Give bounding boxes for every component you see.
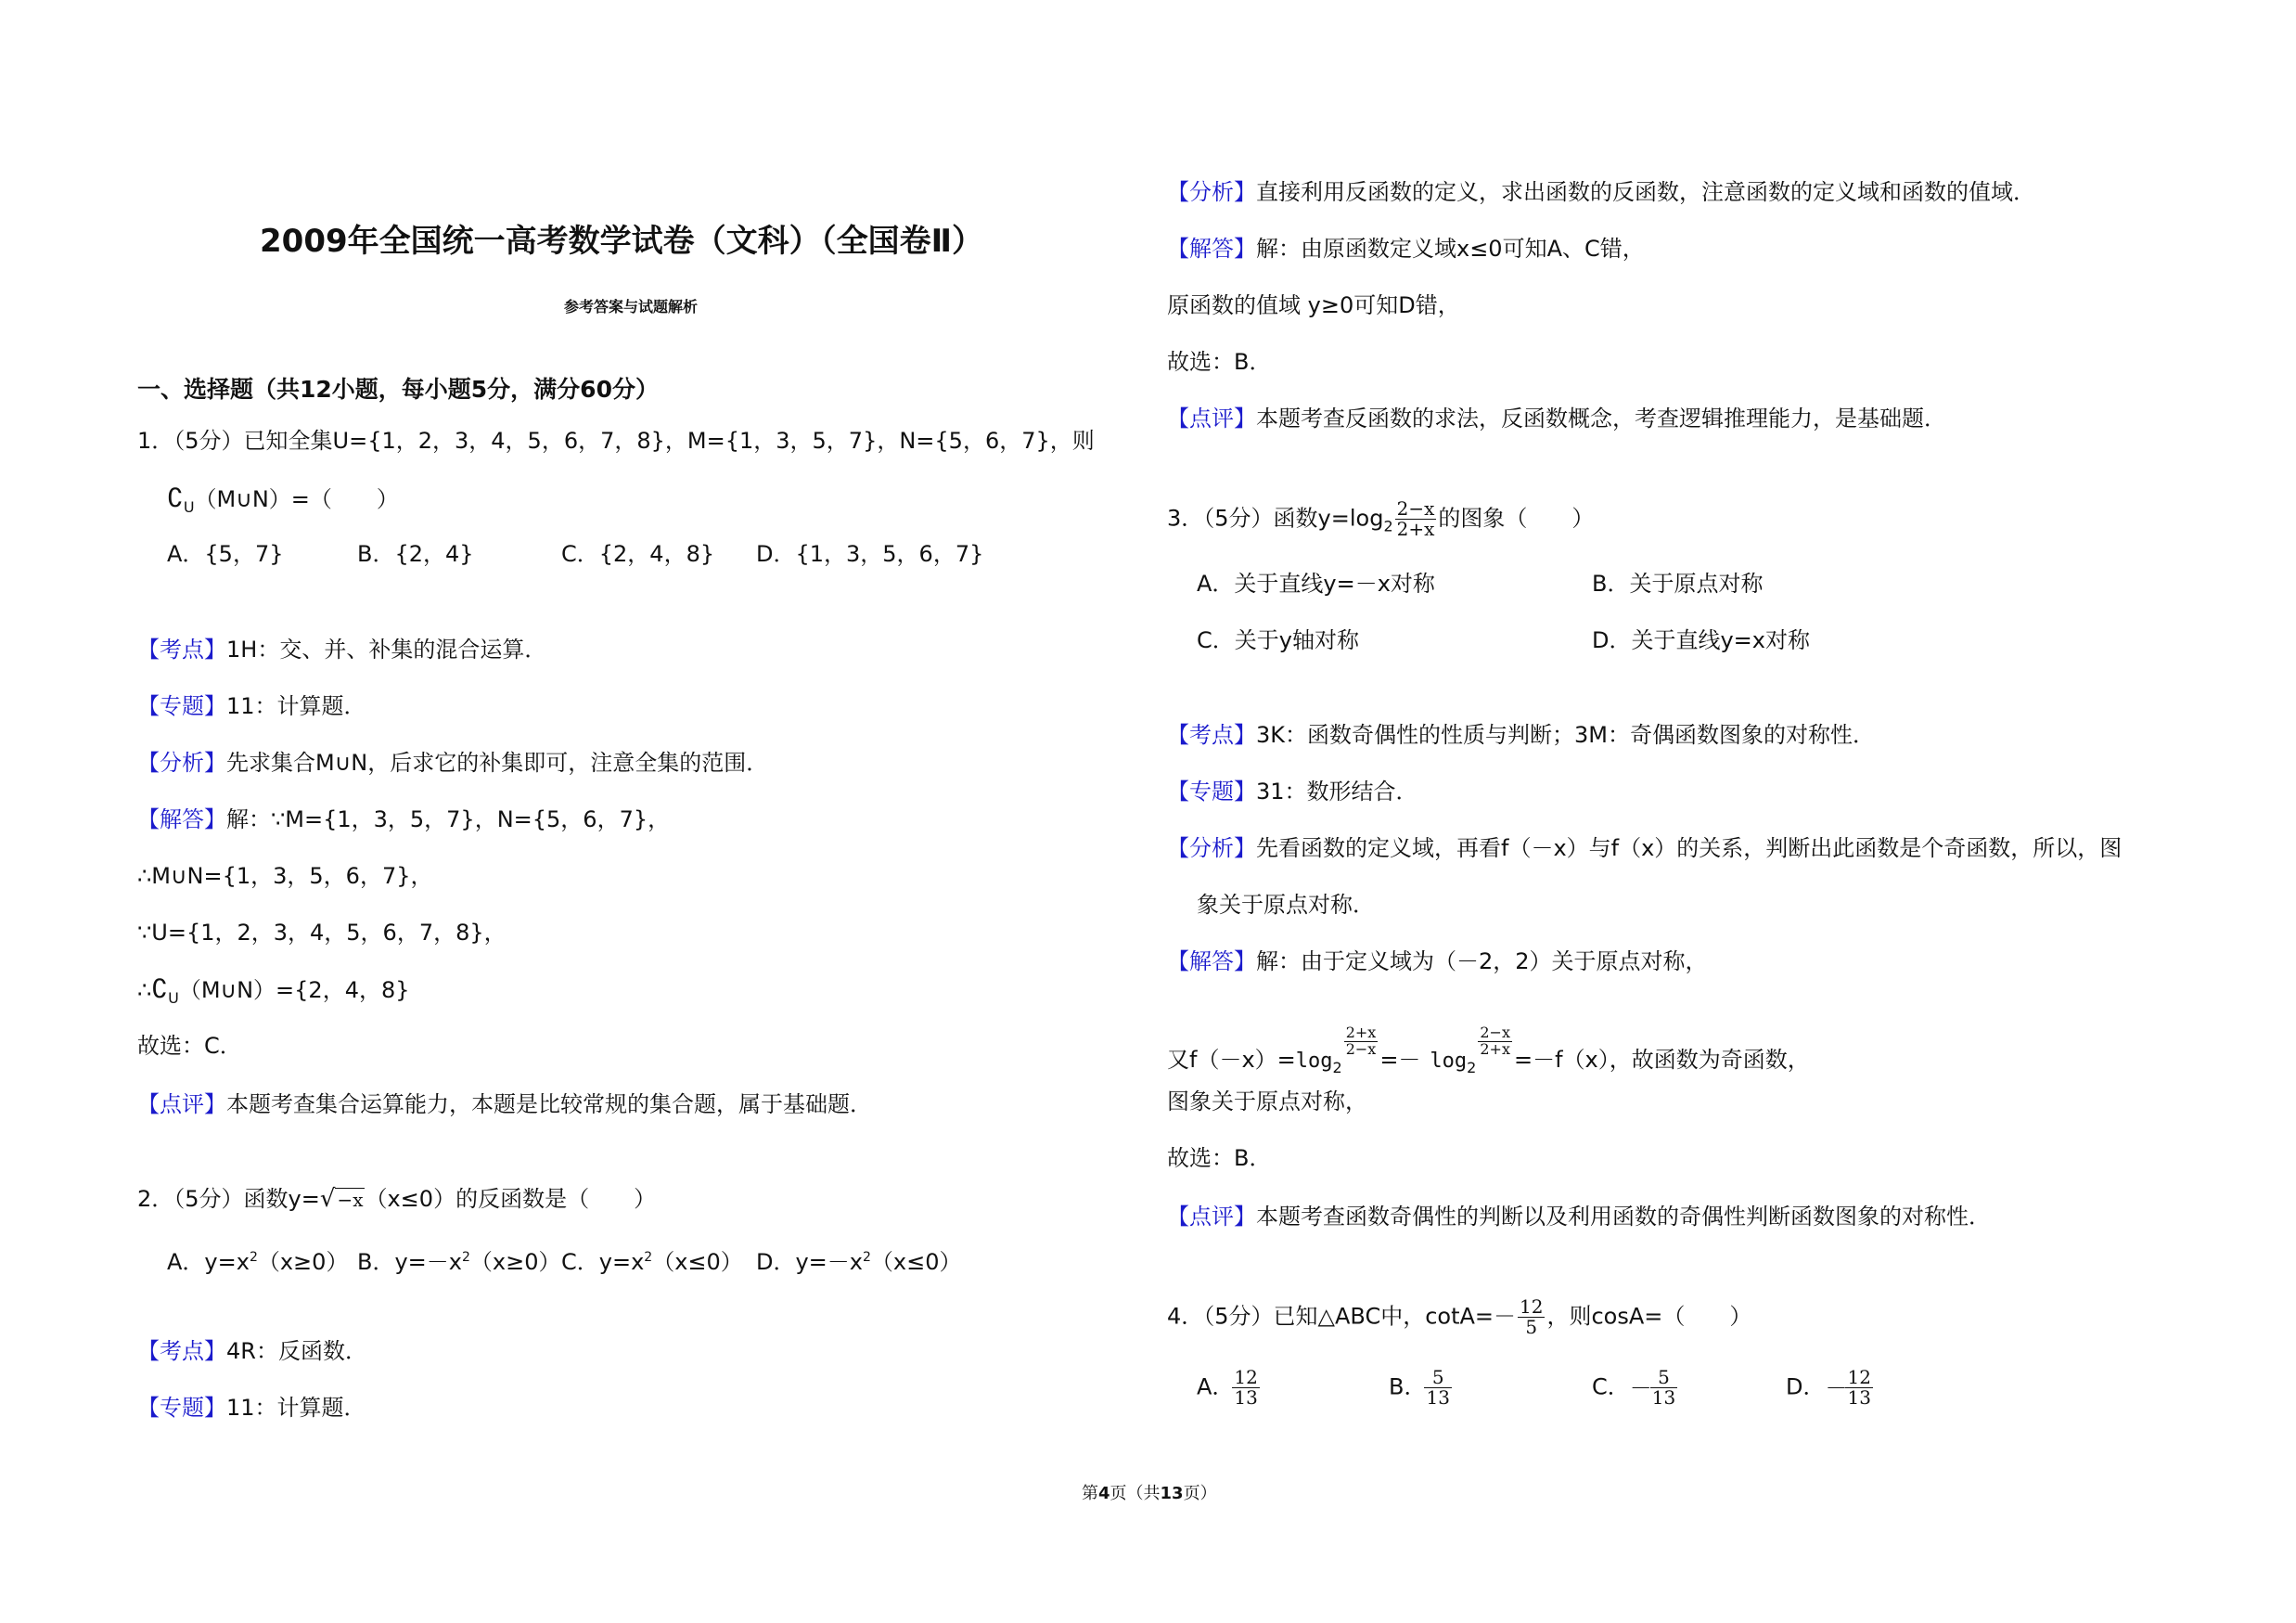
q1-option-a: A．{5，7} xyxy=(167,541,284,567)
page-number: 4 xyxy=(1098,1484,1110,1503)
q4-option-b: B． $\frac{5}{13}$ xyxy=(1389,1366,1450,1409)
q1-step2: ∵U={1，2，3，4，5，6，7，8}， xyxy=(137,920,507,946)
tag-zhuanti: 【专题】 xyxy=(137,693,226,719)
q4-option-c: C．－ $\frac{5}{13}$ xyxy=(1592,1366,1676,1409)
q1-option-d: D．{1，3，5，6，7} xyxy=(756,541,984,567)
q1-dianping: 【点评】本题考查集合运算能力，本题是比较常规的集合题，属于基础题． xyxy=(137,1091,872,1117)
q1-step1: ∴M∪N={1，3，5，6，7}， xyxy=(137,863,433,889)
q4-option-d: D．－ $\frac{12}{13}$ xyxy=(1786,1366,1871,1409)
q3-answer: 故选：B． xyxy=(1167,1145,1272,1171)
tag-dianping: 【点评】 xyxy=(137,1091,226,1117)
q1-step3: $\therefore∁_U(M\cup N)=\{2$，4，8} xyxy=(137,973,410,1007)
fraction: $\frac{12}{13}$ xyxy=(1847,1366,1871,1409)
sqrt-expression: √ −x xyxy=(319,1185,364,1213)
tag-zhuanti: 【专题】 xyxy=(1167,779,1256,805)
q3-step2: 图象关于原点对称， xyxy=(1167,1088,1367,1114)
q2-answer: 故选：B． xyxy=(1167,349,1272,375)
q3-step1: 又$f(-x)=\log_2$ $\frac{2+x}{2-x}$ =－ $\log_2$ $\frac{2-x}{2+x}$ =－f（x），故函数为奇函数， xyxy=(1167,1024,1810,1076)
q1-option-c: C．{2，4，8} xyxy=(561,541,715,567)
q3-option-b: B．关于原点对称 xyxy=(1592,571,1764,597)
section-heading: 一、选择题（共12小题，每小题5分，满分60分） xyxy=(137,376,659,403)
fraction: $\frac{2-x}{2+x}$ xyxy=(1480,1024,1510,1058)
q1-zhuanti: 【专题】11：计算题． xyxy=(137,693,366,719)
complement-symbol: ∁ xyxy=(151,973,169,1004)
q3-stem: 3．（5分）函数$y=\log_2$ $\frac{2-x}{2+x}$ 的图象（ ） xyxy=(1167,497,1595,540)
tag-fenxi: 【分析】 xyxy=(1167,179,1256,205)
q2-option-c: C．$y=x^2(x\le 0)$ xyxy=(561,1249,743,1275)
tag-jieda: 【解答】 xyxy=(137,806,226,832)
document-title: 2009年全国统一高考数学试卷（文科）（全国卷Ⅱ） xyxy=(260,223,984,260)
tag-zhuanti: 【专题】 xyxy=(137,1395,226,1421)
tag-kaodian: 【考点】 xyxy=(137,637,226,663)
q2-option-b: B．$y=-x^2(x\ge 0)$ xyxy=(357,1249,561,1275)
q1-option-b: B．{2，4} xyxy=(357,541,474,567)
q3-jieda: 【解答】解：由于定义域为（－2，2）关于原点对称， xyxy=(1167,948,1708,974)
q2-option-a: A．$y=x^2(x\ge 0)$ xyxy=(167,1249,349,1275)
document-subtitle: 参考答案与试题解析 xyxy=(564,298,699,316)
q2-fenxi: 【分析】直接利用反函数的定义，求出函数的反函数，注意函数的定义域和函数的值域． xyxy=(1167,179,2035,205)
fraction: $\frac{5}{13}$ xyxy=(1651,1366,1676,1409)
q3-kaodian: 【考点】3K：函数奇偶性的性质与判断；3M：奇偶函数图象的对称性． xyxy=(1167,722,1875,748)
q2-step1: 原函数的值域 y≥0可知D错， xyxy=(1167,292,1460,318)
tag-dianping: 【点评】 xyxy=(1167,406,1256,432)
q1-stem-line2: $∁_U(M\cup N)=$（ ） xyxy=(167,483,399,516)
tag-fenxi: 【分析】 xyxy=(137,750,226,776)
q2-option-d: D．$y=-x^2(x\le 0)$ xyxy=(756,1249,962,1275)
q4-option-a: A． $\frac{12}{13}$ xyxy=(1197,1366,1258,1409)
q3-option-d: D．关于直线y=x对称 xyxy=(1592,627,1810,653)
fraction: $\frac{5}{13}$ xyxy=(1426,1366,1450,1409)
complement-symbol: ∁ xyxy=(167,483,184,513)
tag-fenxi: 【分析】 xyxy=(1167,835,1256,861)
q1-fenxi: 【分析】先求集合M∪N，后求它的补集即可，注意全集的范围． xyxy=(137,750,769,776)
q3-fenxi-line2: 象关于原点对称． xyxy=(1197,892,1375,918)
fraction: $\frac{2+x}{2-x}$ xyxy=(1345,1024,1377,1058)
q1-jieda: 【解答】解：∵M={1，3，5，7}，N={5，6，7}， xyxy=(137,806,671,832)
q2-dianping: 【点评】本题考查反函数的求法，反函数概念，考查逻辑推理能力，是基础题． xyxy=(1167,406,1946,432)
fraction: $\frac{12}{13}$ xyxy=(1234,1366,1258,1409)
q3-option-c: C．关于y轴对称 xyxy=(1197,627,1359,653)
page-footer: 第4页（共13页） xyxy=(1082,1484,1217,1503)
q3-option-a: A．关于直线y=－x对称 xyxy=(1197,571,1435,597)
q4-stem: 4．（5分）已知△ABC中，cotA=－ $\frac{12}{5}$ ，则cosA=（ ） xyxy=(1167,1295,1752,1338)
q3-zhuanti: 【专题】31：数形结合． xyxy=(1167,779,1418,805)
tag-dianping: 【点评】 xyxy=(1167,1204,1256,1230)
fraction: $\frac{2-x}{2+x}$ xyxy=(1396,497,1435,540)
q3-dianping: 【点评】本题考查函数奇偶性的判断以及利用函数的奇偶性判断函数图象的对称性． xyxy=(1167,1204,1991,1230)
q1-stem-line1: 1．（5分）已知全集U={1，2，3，4，5，6，7，8}，M={1，3，5，7}，N={5，6，7}，则 xyxy=(137,428,1095,454)
q2-kaodian: 【考点】4R：反函数． xyxy=(137,1338,367,1364)
q2-stem: 2．（5分）函数y=√ −x（x≤0）的反函数是（ ） xyxy=(137,1185,657,1213)
q1-answer: 故选：C． xyxy=(137,1033,242,1059)
q3-fenxi: 【分析】先看函数的定义域，再看f（－x）与f（x）的关系，判断出此函数是个奇函数，所以，图 xyxy=(1167,835,2123,861)
tag-kaodian: 【考点】 xyxy=(137,1338,226,1364)
q1-kaodian: 【考点】1H：交、并、补集的混合运算． xyxy=(137,637,547,663)
tag-jieda: 【解答】 xyxy=(1167,948,1256,974)
q2-jieda: 【解答】解：由原函数定义域x≤0可知A、C错， xyxy=(1167,236,1645,262)
fraction: $\frac{12}{5}$ xyxy=(1520,1295,1544,1338)
tag-kaodian: 【考点】 xyxy=(1167,722,1256,748)
tag-jieda: 【解答】 xyxy=(1167,236,1256,262)
q2-zhuanti: 【专题】11：计算题． xyxy=(137,1395,366,1421)
page-total: 13 xyxy=(1160,1484,1184,1503)
